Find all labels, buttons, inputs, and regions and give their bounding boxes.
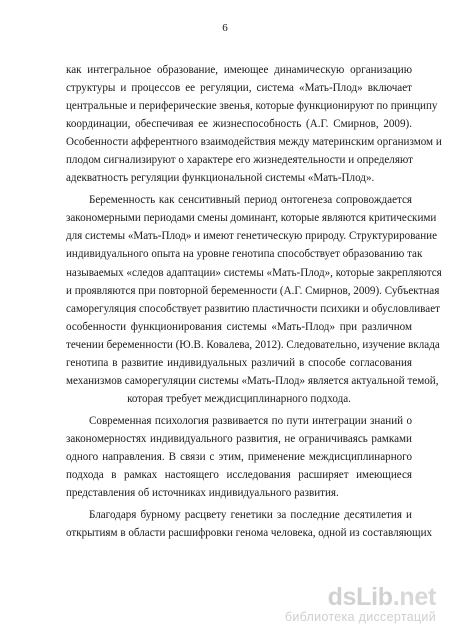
watermark bbox=[285, 584, 436, 625]
text-line: генотипа в развитие индивидуальных различий в способе согласования bbox=[66, 356, 412, 369]
text-line: механизмов саморегуляции системы «Мать-Плод» является актуальной темой, bbox=[66, 374, 439, 387]
text-line: и проявляются при повторной беременности (А.Г. Смирнов, 2009). Субъектная bbox=[66, 284, 440, 297]
text-line: закономерными периодами смены доминант, которые являются критическими bbox=[66, 212, 437, 225]
text-line: представления об источниках индивидуального развития. bbox=[66, 487, 339, 500]
text-line: Особенности афферентного взаимодействия между материнским организмом и bbox=[66, 136, 442, 149]
text-line: координации, обеспечивая ее жизнеспособность (А.Г. Смирнов, 2009). bbox=[66, 118, 412, 131]
text-line: структуры и процессов ее регуляции, система «Мать-Плод» включает bbox=[66, 82, 412, 95]
text-line: Современная психология развивается по пути интеграции знаний о bbox=[89, 414, 412, 427]
text-line: закономерностях индивидуального развития, не ограничиваясь рамками bbox=[66, 432, 412, 445]
document-body bbox=[66, 61, 442, 542]
text-line: центральные и периферические звенья, которые функционируют по принципу bbox=[66, 100, 438, 113]
text-line: подхода в рамках настоящего исследования расширяет имеющиеся bbox=[66, 469, 412, 482]
watermark-subtitle: библиотека диссертаций bbox=[284, 610, 436, 624]
text-line: которая требует междисциплинарного подхода. bbox=[127, 392, 351, 405]
text-line: открытиям в области расшифровки генома человека, одной из составляющих bbox=[66, 527, 433, 540]
text-line: как интегральное образование, имеющее динамическую организацию bbox=[66, 64, 412, 76]
page-number: 6 bbox=[222, 22, 228, 34]
text-line: индивидуального опыта на уровне генотипа способствует образованию так bbox=[66, 248, 423, 261]
text-line: называемых «следов адаптации» системы «Мать-Плод», которые закрепляются bbox=[66, 266, 442, 279]
text-line: саморегуляция способствует развитию пластичности психики и обусловливает bbox=[66, 302, 440, 315]
text-line: адекватность регуляции функциональной системы «Мать-Плод». bbox=[66, 172, 375, 185]
text-line: Благодаря бурному расцвету генетики за последние десятилетия и bbox=[89, 509, 412, 522]
text-line: одного направления. В связи с этим, применение междисциплинарного bbox=[66, 450, 412, 463]
text-line: особенности функционирования системы «Мать-Плод» при различном bbox=[66, 320, 412, 333]
text-line: для системы «Мать-Плод» и имеют генетическую природу. Структурирование bbox=[66, 230, 438, 243]
text-line: плодом сигнализируют о характере его жизнедеятельности и определяют bbox=[66, 154, 413, 167]
text-line: Беременность как сенситивный период онтогенеза сопровождается bbox=[89, 194, 412, 207]
watermark-logo-main: dsLib bbox=[327, 583, 393, 611]
watermark-logo-tld: .net bbox=[392, 583, 436, 611]
watermark-logo bbox=[285, 584, 436, 610]
text-line: течении беременности (Ю.В. Ковалева, 2012). Следовательно, изучение вклада bbox=[66, 338, 440, 351]
